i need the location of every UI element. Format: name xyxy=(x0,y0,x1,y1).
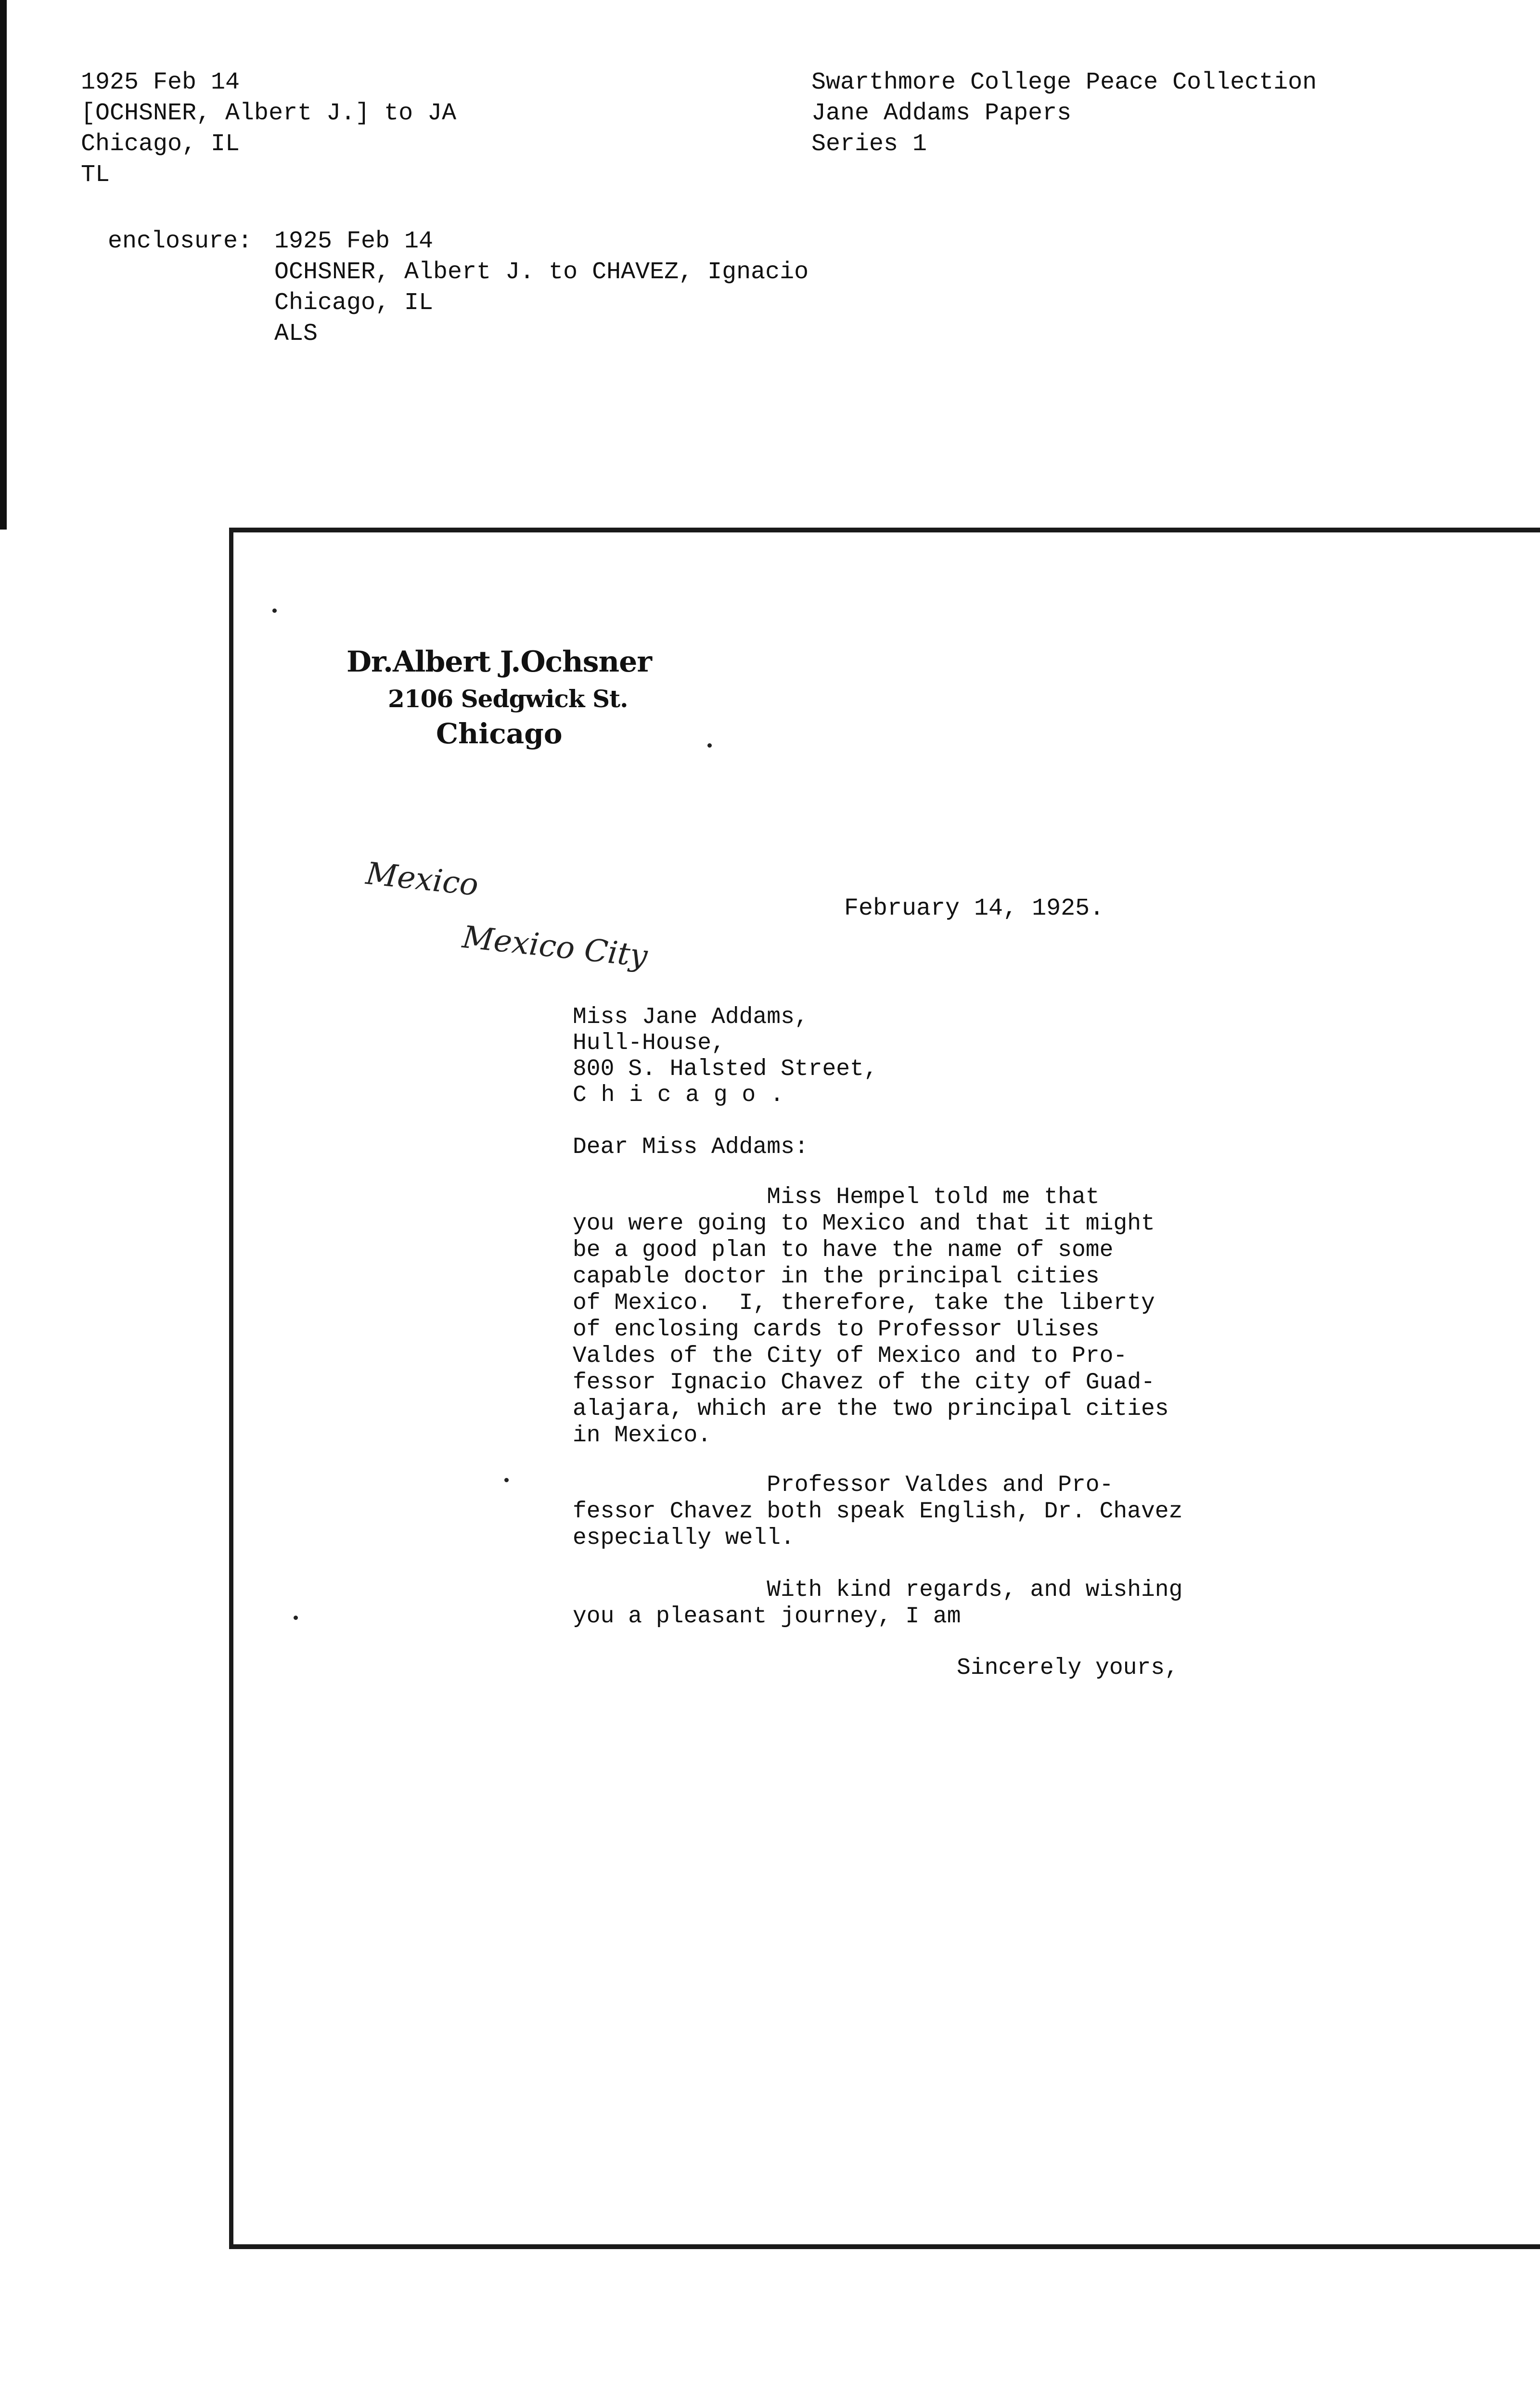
paragraph-line: you were going to Mexico and that it might xyxy=(573,1211,1155,1237)
paragraph-line: especially well. xyxy=(573,1525,795,1551)
paragraph-line: Miss Hempel told me that xyxy=(573,1184,1100,1210)
catalog-author-recipient: [OCHSNER, Albert J.] to JA xyxy=(81,100,457,127)
enclosure-date: 1925 Feb 14 xyxy=(274,228,434,255)
scan-speck xyxy=(504,1478,509,1482)
closing: Sincerely yours, xyxy=(957,1655,1179,1681)
enclosure-author-recipient: OCHSNER, Albert J. to CHAVEZ, Ignacio xyxy=(274,259,809,286)
catalog-citation xyxy=(81,67,456,191)
salutation: Dear Miss Addams: xyxy=(573,1134,808,1160)
paragraph-line: of enclosing cards to Professor Ulises xyxy=(573,1317,1100,1343)
recipient-address xyxy=(573,1004,878,1082)
letterhead-address: 2106 Sedgwick St. xyxy=(388,685,628,713)
scan-speck xyxy=(707,743,712,748)
recipient-street: 800 S. Halsted Street, xyxy=(573,1056,878,1082)
enclosure-label: enclosure: xyxy=(108,228,253,255)
catalog-doc-type: TL xyxy=(81,161,110,189)
recipient-org: Hull-House, xyxy=(573,1030,725,1056)
paragraph-line: capable doctor in the principal cities xyxy=(573,1264,1100,1290)
catalog-date: 1925 Feb 14 xyxy=(81,69,240,96)
collection-info xyxy=(811,67,1317,160)
paragraph-3 xyxy=(573,1577,1182,1630)
scan-speck xyxy=(294,1616,298,1620)
paragraph-line: alajara, which are the two principal cities xyxy=(573,1396,1169,1422)
enclosure-doc-type: ALS xyxy=(274,320,318,348)
enclosure-place: Chicago, IL xyxy=(274,289,434,317)
series-label: Series 1 xyxy=(811,130,927,158)
scan-speck xyxy=(272,608,277,613)
letterhead-city: Chicago xyxy=(436,717,563,750)
catalog-place: Chicago, IL xyxy=(81,130,240,158)
paragraph-2 xyxy=(573,1472,1182,1552)
paragraph-1 xyxy=(573,1184,1169,1449)
paragraph-line: of Mexico. I, therefore, take the liberty xyxy=(573,1290,1155,1316)
handwritten-note-2: Mexico City xyxy=(461,919,649,974)
handwritten-note-1: Mexico xyxy=(364,855,480,904)
paragraph-line: in Mexico. xyxy=(573,1423,712,1449)
paragraph-line: Professor Valdes and Pro- xyxy=(573,1472,1114,1498)
recipient-city: Chicago. xyxy=(573,1082,798,1108)
recipient-name: Miss Jane Addams, xyxy=(573,1004,808,1030)
paragraph-line: With kind regards, and wishing xyxy=(573,1577,1183,1603)
paragraph-line: you a pleasant journey, I am xyxy=(573,1604,961,1630)
paragraph-line: fessor Ignacio Chavez of the city of Guad- xyxy=(573,1370,1155,1396)
papers-name: Jane Addams Papers xyxy=(811,100,1072,127)
paragraph-line: Valdes of the City of Mexico and to Pro- xyxy=(573,1343,1128,1369)
enclosure-citation xyxy=(274,226,808,349)
paragraph-line: fessor Chavez both speak English, Dr. Chavez xyxy=(573,1499,1183,1525)
collection-name: Swarthmore College Peace Collection xyxy=(811,69,1317,96)
letter-date: February 14, 1925. xyxy=(844,895,1104,922)
letterhead-name: Dr.Albert J.Ochsner xyxy=(346,645,652,679)
left-page-edge xyxy=(0,0,7,530)
paragraph-line: be a good plan to have the name of some xyxy=(573,1237,1114,1263)
